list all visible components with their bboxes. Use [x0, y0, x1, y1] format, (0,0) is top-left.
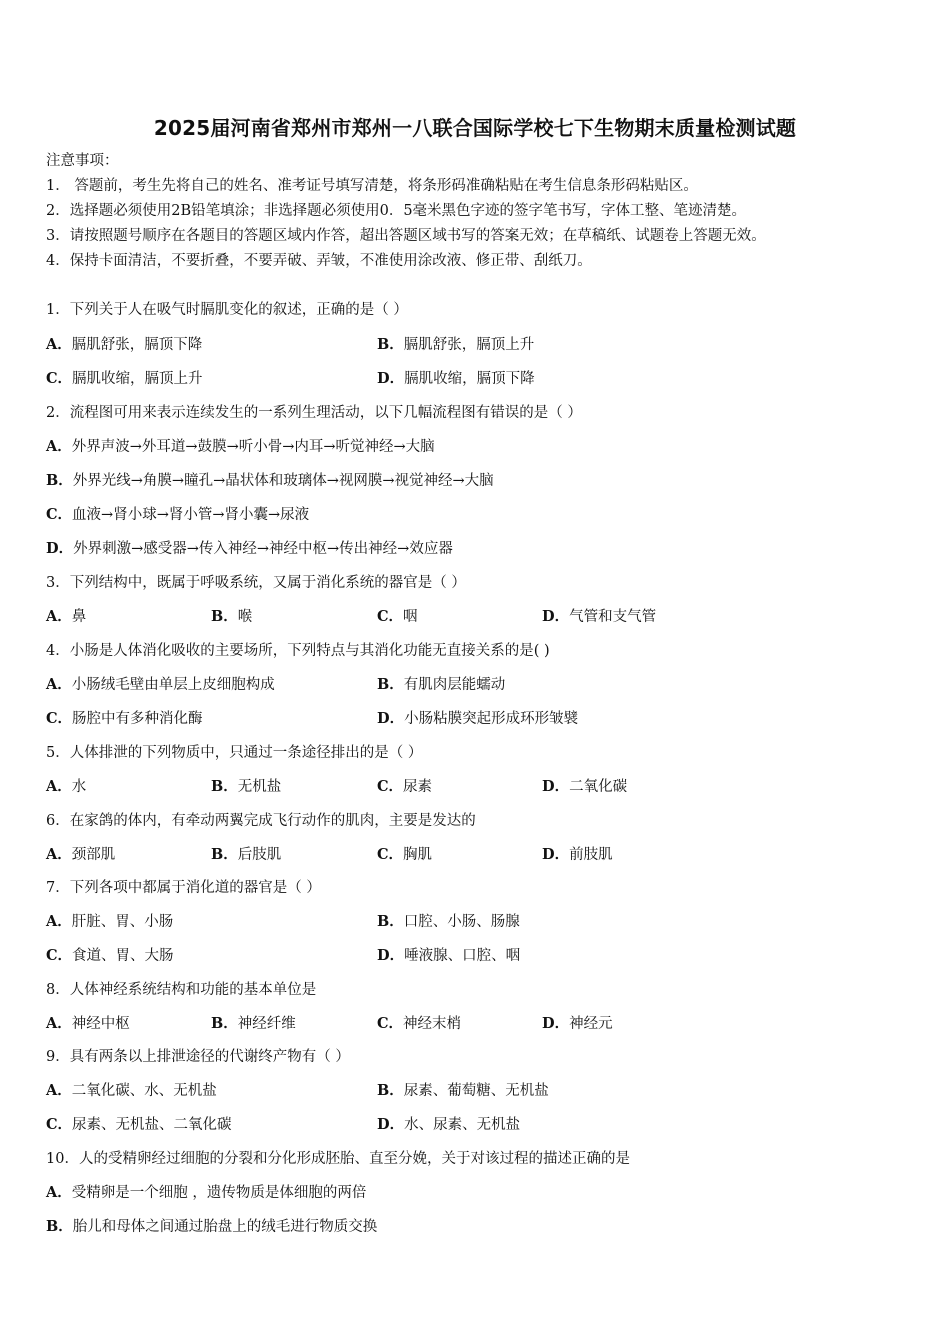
- option-label: D．: [542, 608, 570, 625]
- option-text: 前肢肌: [569, 847, 613, 863]
- option-label: C．: [46, 947, 73, 964]
- option-b: [377, 1081, 549, 1101]
- option-text: 唾液腺、口腔、咽: [404, 948, 521, 964]
- option-d: [542, 1014, 613, 1034]
- option-b: [377, 335, 534, 355]
- option-c: [46, 1115, 232, 1135]
- option-text: 膈肌收缩，膈顶下降: [404, 371, 535, 387]
- option-a: [46, 1183, 366, 1203]
- option-text: 口腔、小肠、肠腺: [403, 914, 520, 930]
- option-label: A．: [46, 913, 72, 930]
- option-text: 食道、胃、大肠: [72, 948, 174, 964]
- option-label: B．: [377, 1082, 404, 1099]
- option-text: 二氧化碳、水、无机盐: [71, 1083, 217, 1099]
- option-text: 外界声波→外耳道→鼓膜→听小骨→内耳→听觉神经→大脑: [71, 439, 435, 455]
- option-label: A．: [46, 1015, 72, 1032]
- option-a: [46, 912, 173, 932]
- option-label: B．: [377, 336, 404, 353]
- option-label: A．: [46, 608, 72, 625]
- question-stem: 10．人的受精卵经过细胞的分裂和分化形成胚胎、直至分娩，关于对该过程的描述正确的是: [46, 1151, 630, 1167]
- option-text: 水、尿素、无机盐: [404, 1117, 521, 1133]
- option-text: 二氧化碳: [569, 779, 628, 795]
- option-label: D．: [377, 370, 405, 387]
- option-d: [542, 845, 613, 865]
- option-text: 气管和支气管: [569, 609, 657, 625]
- option-label: B．: [211, 608, 238, 625]
- option-d: [542, 777, 627, 797]
- option-label: B．: [377, 676, 404, 693]
- option-label: B．: [211, 1015, 238, 1032]
- option-b: [211, 845, 281, 865]
- option-label: A．: [46, 846, 72, 863]
- option-label: D．: [377, 1116, 405, 1133]
- notice-item: 3．请按照题号顺序在各题目的答题区域内作答，超出答题区域书写的答案无效；在草稿纸、试题卷上答题无效。: [46, 228, 766, 244]
- option-a: [46, 1081, 217, 1101]
- option-d: [542, 607, 656, 627]
- option-text: 膈肌舒张，膈顶下降: [71, 337, 203, 353]
- option-d: [377, 369, 535, 389]
- option-text: 鼻: [71, 609, 87, 625]
- option-text: 神经纤维: [237, 1016, 296, 1032]
- option-text: 颈部肌: [71, 847, 116, 863]
- option-label: B．: [46, 1218, 73, 1235]
- option-c: [46, 709, 203, 729]
- option-label: C．: [377, 1015, 404, 1032]
- option-label: D．: [542, 846, 570, 863]
- notice-item: 1． 答题前，考生先将自己的姓名、准考证号填写清楚，将条形码准确粘贴在考生信息条形码粘贴区。: [46, 178, 698, 194]
- option-label: A．: [46, 676, 72, 693]
- question-stem: 2．流程图可用来表示连续发生的一系列生理活动，以下几幅流程图有错误的是（ ）: [46, 405, 582, 421]
- option-text: 胎儿和母体之间通过胎盘上的绒毛进行物质交换: [72, 1219, 378, 1235]
- option-label: A．: [46, 778, 72, 795]
- option-label: A．: [46, 1082, 72, 1099]
- option-b: [211, 1014, 296, 1034]
- option-text: 受精卵是一个细胞 ，遗传物质是体细胞的两倍: [71, 1185, 367, 1201]
- option-c: [377, 777, 432, 797]
- option-b: [46, 471, 494, 491]
- option-text: 水: [71, 779, 87, 795]
- option-b: [377, 912, 520, 932]
- option-text: 尿素、葡萄糖、无机盐: [403, 1083, 549, 1099]
- option-text: 有肌肉层能蠕动: [403, 677, 506, 693]
- option-b: [377, 675, 505, 695]
- option-text: 无机盐: [237, 779, 282, 795]
- option-text: 血液→肾小球→肾小管→肾小囊→尿液: [72, 507, 310, 523]
- option-label: A．: [46, 1184, 72, 1201]
- option-c: [46, 946, 174, 966]
- question-stem: 8．人体神经系统结构和功能的基本单位是: [46, 982, 317, 998]
- option-d: [377, 709, 578, 729]
- option-label: C．: [377, 608, 404, 625]
- notice-item: 2．选择题必须使用2B铅笔填涂；非选择题必须使用0．5毫米黑色字迹的签字笔书写，字体工整、笔迹清楚。: [46, 203, 747, 219]
- option-label: C．: [46, 710, 73, 727]
- option-text: 尿素、无机盐、二氧化碳: [72, 1117, 232, 1133]
- option-text: 肝脏、胃、小肠: [71, 914, 174, 930]
- option-a: [46, 437, 435, 457]
- option-label: B．: [211, 778, 238, 795]
- option-label: C．: [377, 846, 404, 863]
- question-stem: 4．小肠是人体消化吸收的主要场所，下列特点与其消化功能无直接关系的是( ): [46, 643, 550, 659]
- question-stem: 6．在家鸽的体内，有牵动两翼完成飞行动作的肌肉，主要是发达的: [46, 813, 476, 829]
- option-label: D．: [542, 1015, 570, 1032]
- option-label: A．: [46, 438, 72, 455]
- question-stem: 1．下列关于人在吸气时膈肌变化的叙述，正确的是（ ）: [46, 302, 408, 318]
- option-label: D．: [377, 947, 405, 964]
- option-a: [46, 777, 86, 797]
- option-d: [377, 946, 520, 966]
- notice-heading: 注意事项：: [46, 153, 119, 169]
- option-c: [46, 505, 309, 525]
- option-text: 神经元: [569, 1016, 613, 1032]
- option-label: C．: [46, 1116, 73, 1133]
- option-text: 后肢肌: [237, 847, 282, 863]
- option-text: 小肠粘膜突起形成环形皱襞: [404, 711, 579, 727]
- option-label: B．: [377, 913, 404, 930]
- option-a: [46, 675, 275, 695]
- option-text: 肠腔中有多种消化酶: [72, 711, 203, 727]
- option-text: 神经末梢: [403, 1016, 462, 1032]
- option-label: D．: [542, 778, 570, 795]
- option-text: 膈肌舒张，膈顶上升: [403, 337, 535, 353]
- option-a: [46, 1014, 130, 1034]
- option-text: 胸肌: [403, 847, 433, 863]
- option-text: 外界刺激→感受器→传入神经→神经中枢→传出神经→效应器: [73, 541, 453, 557]
- option-text: 神经中枢: [71, 1016, 130, 1032]
- option-text: 尿素: [403, 779, 433, 795]
- option-text: 喉: [237, 609, 253, 625]
- option-text: 外界光线→角膜→瞳孔→晶状体和玻璃体→视网膜→视觉神经→大脑: [72, 473, 494, 489]
- option-label: D．: [377, 710, 405, 727]
- option-b: [46, 1217, 377, 1237]
- notice-item: 4．保持卡面清洁，不要折叠，不要弄破、弄皱，不准使用涂改液、修正带、刮纸刀。: [46, 253, 592, 269]
- question-stem: 5．人体排泄的下列物质中，只通过一条途径排出的是（ ）: [46, 745, 423, 761]
- question-stem: 7．下列各项中都属于消化道的器官是（ ）: [46, 880, 321, 896]
- option-text: 小肠绒毛壁由单层上皮细胞构成: [71, 677, 275, 693]
- option-b: [211, 607, 252, 627]
- option-label: A．: [46, 336, 72, 353]
- option-a: [46, 845, 115, 865]
- option-c: [377, 1014, 461, 1034]
- question-stem: 3．下列结构中，既属于呼吸系统，又属于消化系统的器官是（ ）: [46, 575, 466, 591]
- option-label: B．: [46, 472, 73, 489]
- option-a: [46, 335, 202, 355]
- option-c: [46, 369, 203, 389]
- option-d: [46, 539, 453, 559]
- page-title: 2025届河南省郑州市郑州一八联合国际学校七下生物期末质量检测试题: [153, 116, 797, 140]
- option-d: [377, 1115, 520, 1135]
- option-label: C．: [377, 778, 404, 795]
- option-c: [377, 607, 418, 627]
- option-text: 膈肌收缩，膈顶上升: [72, 371, 203, 387]
- option-c: [377, 845, 432, 865]
- option-b: [211, 777, 281, 797]
- option-label: D．: [46, 540, 74, 557]
- option-label: C．: [46, 506, 73, 523]
- option-a: [46, 607, 86, 627]
- option-label: B．: [211, 846, 238, 863]
- question-stem: 9．具有两条以上排泄途径的代谢终产物有（ ）: [46, 1049, 350, 1065]
- option-text: 咽: [403, 609, 418, 625]
- option-label: C．: [46, 370, 73, 387]
